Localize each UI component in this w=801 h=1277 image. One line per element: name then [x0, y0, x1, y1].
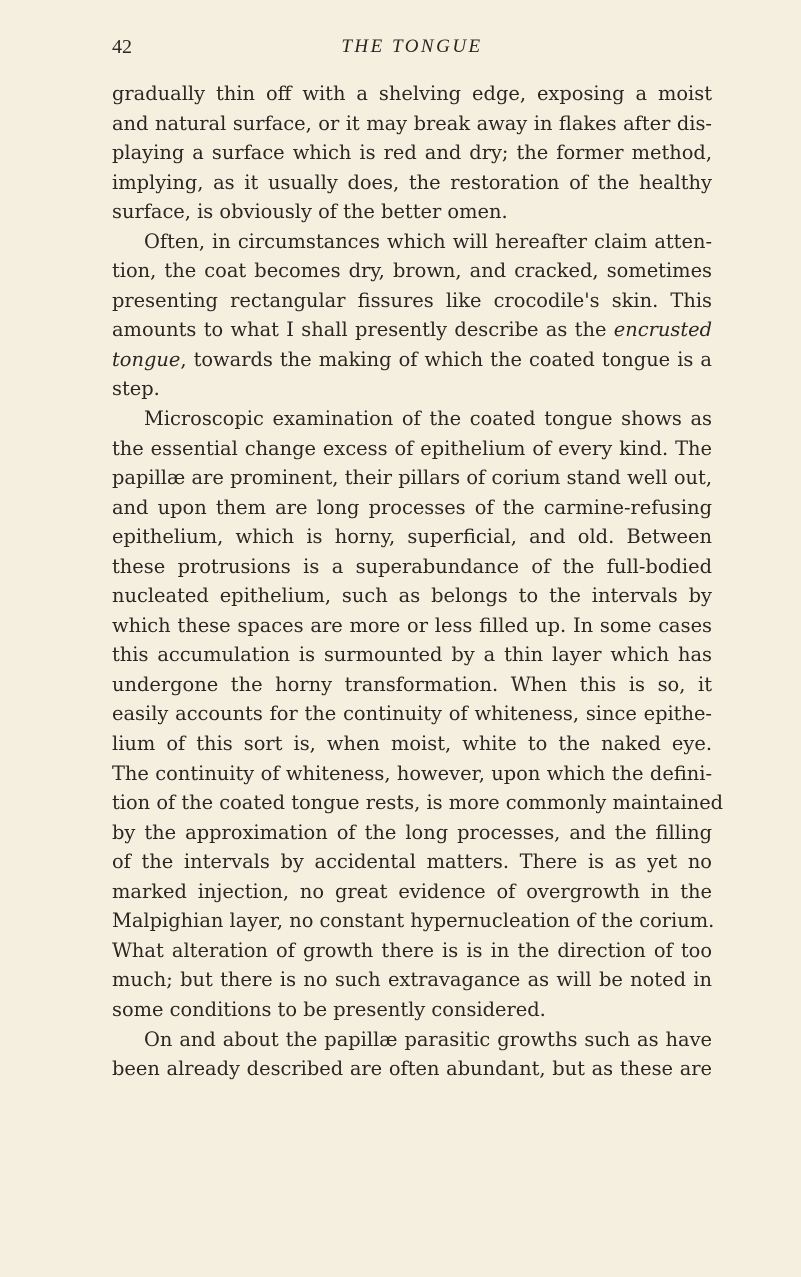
- text-line: of the intervals by accidental matters. There is as yet no: [112, 850, 712, 874]
- text-line: tion of the coated tongue rests, is more commonly maintained: [112, 791, 724, 815]
- text-line: these protrusions is a superabundance of the full-bodied: [112, 554, 712, 578]
- text-line: marked injection, no great evidence of overgrowth in the: [112, 879, 712, 903]
- italic-term: tongue: [112, 347, 181, 371]
- body-text: [112, 79, 724, 1084]
- text-line: much; but there is no such extravagance as will be noted in: [112, 968, 712, 992]
- text-line: The continuity of whiteness, however, upon which the defini-: [112, 761, 712, 785]
- text-line: papillæ are prominent, their pillars of corium stand well out,: [112, 466, 712, 490]
- text-line: which these spaces are more or less filled up. In some cases: [112, 613, 712, 637]
- text-line: playing a surface which is red and dry; the former method,: [112, 141, 712, 165]
- running-head: [112, 36, 712, 66]
- text-line: presenting rectangular fissures like crocodile's skin. This: [112, 288, 712, 312]
- text-line: and natural surface, or it may break away in flakes after dis-: [112, 111, 712, 135]
- text-line: been already described are often abundant, but as these are: [112, 1057, 712, 1081]
- text-line: and upon them are long processes of the carmine-refusing: [112, 495, 712, 519]
- running-title: THE TONGUE: [341, 36, 483, 57]
- text-run: amounts to what I shall presently describe as the: [112, 318, 607, 342]
- text-line: What alteration of growth there is is in the direction of too: [112, 938, 712, 962]
- text-line: nucleated epithelium, such as belongs to the intervals by: [112, 584, 712, 608]
- text-line: implying, as it usually does, the restoration of the healthy: [112, 170, 712, 194]
- text-line: step.: [112, 377, 160, 401]
- text-line: epithelium, which is horny, superficial, and old. Between: [112, 525, 712, 549]
- text-line: Microscopic examination of the coated tongue shows as: [144, 407, 712, 431]
- text-line: tion, the coat becomes dry, brown, and cracked, sometimes: [112, 259, 712, 283]
- text-line: [112, 345, 712, 375]
- text-line: undergone the horny transformation. When this is so, it: [112, 672, 712, 696]
- text-line: some conditions to be presently considered.: [112, 997, 546, 1021]
- text-run: , towards the making of which the coated tongue is a: [180, 347, 712, 371]
- text-line: On and about the papillæ parasitic growths such as have: [144, 1027, 712, 1051]
- text-line: this accumulation is surmounted by a thin layer which has: [112, 643, 712, 667]
- text-line: easily accounts for the continuity of whiteness, since epithe-: [112, 702, 712, 726]
- text-line: by the approximation of the long processes, and the filling: [112, 820, 712, 844]
- text-line: Often, in circumstances which will hereafter claim atten-: [144, 229, 712, 253]
- text-line: lium of this sort is, when moist, white to the naked eye.: [112, 732, 712, 756]
- page-number: 42: [112, 36, 132, 58]
- italic-term: encrusted: [613, 318, 713, 342]
- text-line: [112, 315, 712, 345]
- text-line: the essential change excess of epithelium of every kind. The: [112, 436, 712, 460]
- text-line: surface, is obviously of the better omen.: [112, 200, 508, 224]
- text-line: gradually thin off with a shelving edge, exposing a moist: [112, 82, 712, 105]
- text-line: Malpighian layer, no constant hypernucleation of the corium.: [112, 909, 715, 933]
